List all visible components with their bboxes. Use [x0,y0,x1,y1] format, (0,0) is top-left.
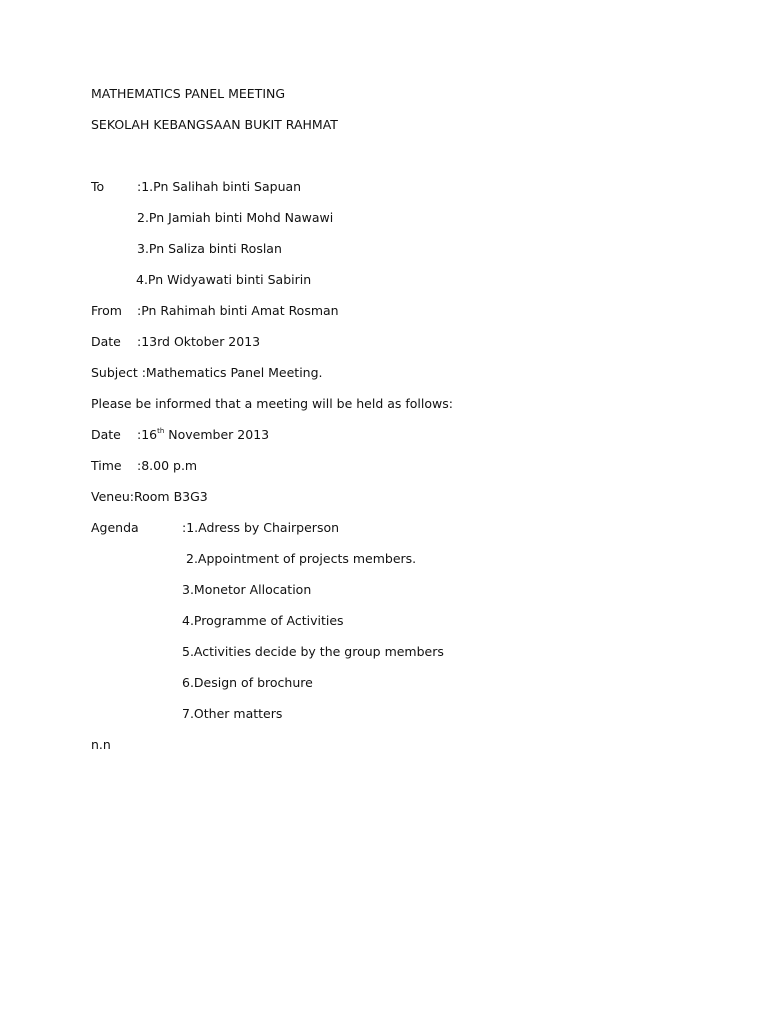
agenda-item: :1.Adress by Chairperson [182,520,340,535]
agenda-item: 6.Design of brochure [182,675,313,690]
meeting-date-month-year: November 2013 [164,427,270,442]
date-label: Date [91,334,121,349]
closing-line: n.n [91,737,111,752]
date-value: :13rd Oktober 2013 [137,334,261,349]
agenda-item: 4.Programme of Activities [182,613,344,628]
meeting-date-ordinal: th [157,426,165,435]
time-label: Time [91,458,122,473]
to-label: To [91,179,105,194]
agenda-item: 3.Monetor Allocation [182,582,312,597]
from-value: :Pn Rahimah binti Amat Rosman [137,303,339,318]
agenda-item: 5.Activities decide by the group members [182,644,444,659]
from-label: From [91,303,122,318]
meeting-date-day: :16 [137,427,158,442]
meeting-date-label: Date [91,427,121,442]
recipient-line: :1.Pn Salihah binti Sapuan [137,179,302,194]
agenda-item: 2.Appointment of projects members. [186,551,417,566]
intro-line: Please be informed that a meeting will be held as follows: [91,396,453,411]
venue-line: Veneu:Room B3G3 [91,489,208,504]
meeting-date-value [137,427,269,443]
school-name: SEKOLAH KEBANGSAAN BUKIT RAHMAT [91,117,338,132]
recipient-line: 2.Pn Jamiah binti Mohd Nawawi [137,210,334,225]
subject-line: Subject :Mathematics Panel Meeting. [91,365,323,380]
agenda-label: Agenda [91,520,139,535]
recipient-line: 3.Pn Saliza binti Roslan [137,241,282,256]
memo-title: MATHEMATICS PANEL MEETING [91,86,286,101]
agenda-item: 7.Other matters [182,706,283,721]
recipient-line: 4.Pn Widyawati binti Sabirin [136,272,312,287]
time-value: :8.00 p.m [137,458,198,473]
